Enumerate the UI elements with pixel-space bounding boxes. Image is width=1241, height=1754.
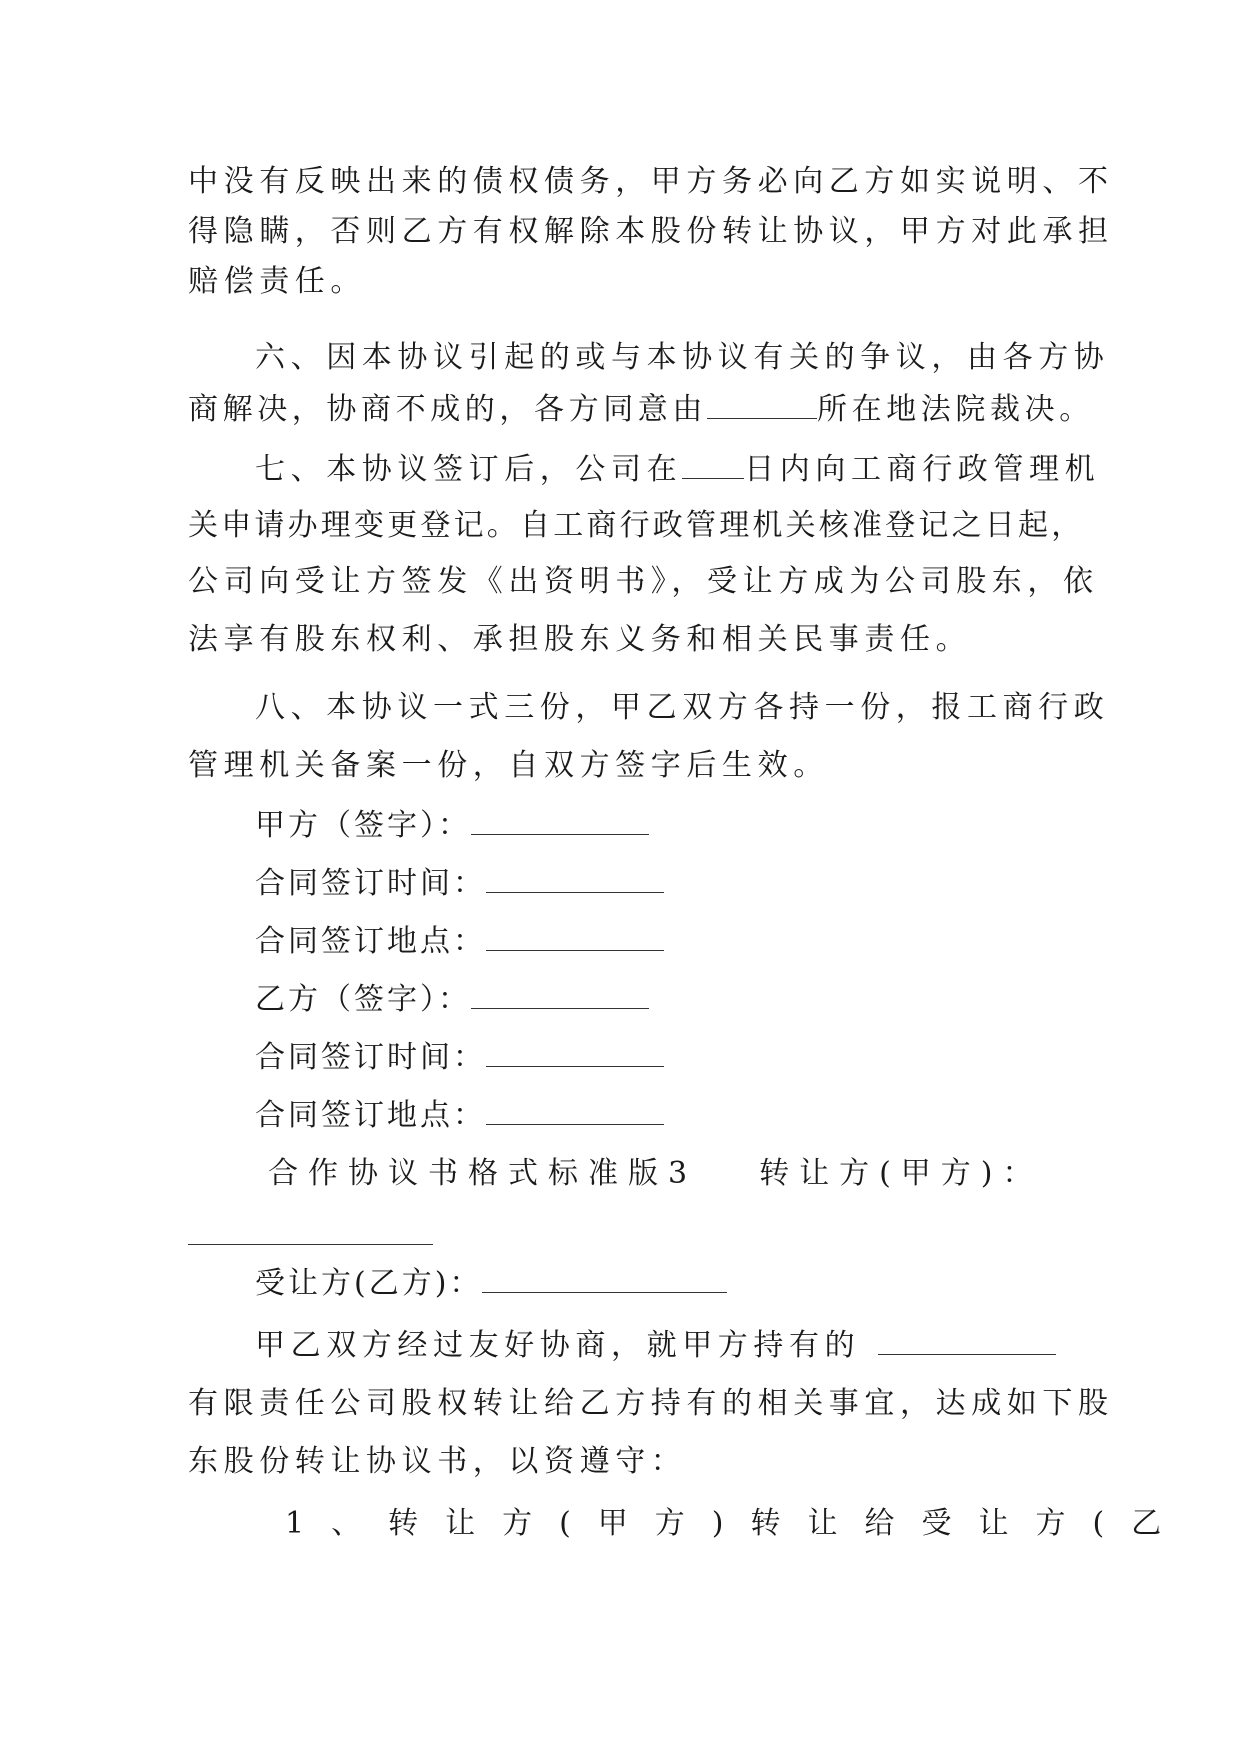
signature-label: 乙方（签字）： <box>255 982 471 1017</box>
signature-blank[interactable] <box>471 982 649 1009</box>
text-line: 赔偿责任。 <box>188 264 366 299</box>
text-segment: 所在地法院裁决。 <box>817 392 1094 427</box>
transferee-line <box>255 1264 1125 1304</box>
text-line <box>188 390 1094 430</box>
signature-label: 合同签订地点： <box>255 924 486 959</box>
text-line: 得隐瞒，否则乙方有权解除本股份转让协议，甲方对此承担 <box>188 214 1114 249</box>
text-line: 东股份转让协议书，以资遵守： <box>188 1444 687 1479</box>
text-segment: 商解决，协商不成的，各方同意由 <box>188 392 707 427</box>
signature-blank[interactable] <box>486 866 664 893</box>
transferee-blank[interactable] <box>482 1266 727 1293</box>
signature-line-party-b <box>255 980 1125 1020</box>
section-title-line <box>268 1154 1138 1194</box>
text-line: 六、因本协议引起的或与本协议有关的争议，由各方协 <box>255 340 1110 375</box>
text-line: 关申请办理变更登记。自工商行政管理机关核准登记之日起， <box>188 508 1085 543</box>
signature-label: 甲方（签字）： <box>255 808 471 843</box>
fill-in-blank[interactable] <box>878 1328 1056 1355</box>
text-line: 1、转让方(甲方)转让给受让方(乙 <box>285 1506 1189 1541</box>
signature-label: 合同签订地点： <box>255 1098 486 1133</box>
text-line: 管理机关备案一份，自双方签字后生效。 <box>188 748 829 783</box>
signature-label: 合同签订时间： <box>255 1040 486 1075</box>
text-segment: 甲乙双方经过友好协商，就甲方持有的 <box>255 1328 861 1363</box>
transferee-label: 受让方(乙方)： <box>255 1266 483 1301</box>
transferor-label: 转让方(甲方)： <box>759 1156 1043 1191</box>
text-segment: 七、本协议签订后，公司在 <box>255 452 683 487</box>
text-line: 公司向受让方签发《出资明书》，受让方成为公司股东，依 <box>188 564 1099 599</box>
text-line: 中没有反映出来的债权债务，甲方务必向乙方如实说明、不 <box>188 164 1114 199</box>
signature-line-time <box>255 1038 1125 1078</box>
text-segment: 日内向工商行政管理机 <box>744 452 1101 487</box>
signature-blank[interactable] <box>486 924 664 951</box>
text-line <box>255 450 1125 490</box>
text-line: 有限责任公司股权转让给乙方持有的相关事宜，达成如下股 <box>188 1386 1114 1421</box>
section-title: 合作协议书格式标准版3 <box>268 1156 698 1191</box>
transferor-blank[interactable] <box>188 1244 433 1245</box>
signature-line-time <box>255 864 1125 904</box>
signature-blank[interactable] <box>486 1098 664 1125</box>
text-line: 法享有股东权利、承担股东义务和相关民事责任。 <box>188 622 972 657</box>
signature-blank[interactable] <box>486 1040 664 1067</box>
text-line <box>255 1326 1125 1366</box>
fill-in-blank[interactable] <box>707 392 817 419</box>
text-line: 八、本协议一式三份，甲乙双方各持一份，报工商行政 <box>255 690 1110 725</box>
signature-label: 合同签订时间： <box>255 866 486 901</box>
fill-in-blank[interactable] <box>682 452 744 479</box>
signature-line-party-a <box>255 806 1125 846</box>
signature-blank[interactable] <box>471 808 649 835</box>
signature-line-place <box>255 1096 1125 1136</box>
signature-line-place <box>255 922 1125 962</box>
